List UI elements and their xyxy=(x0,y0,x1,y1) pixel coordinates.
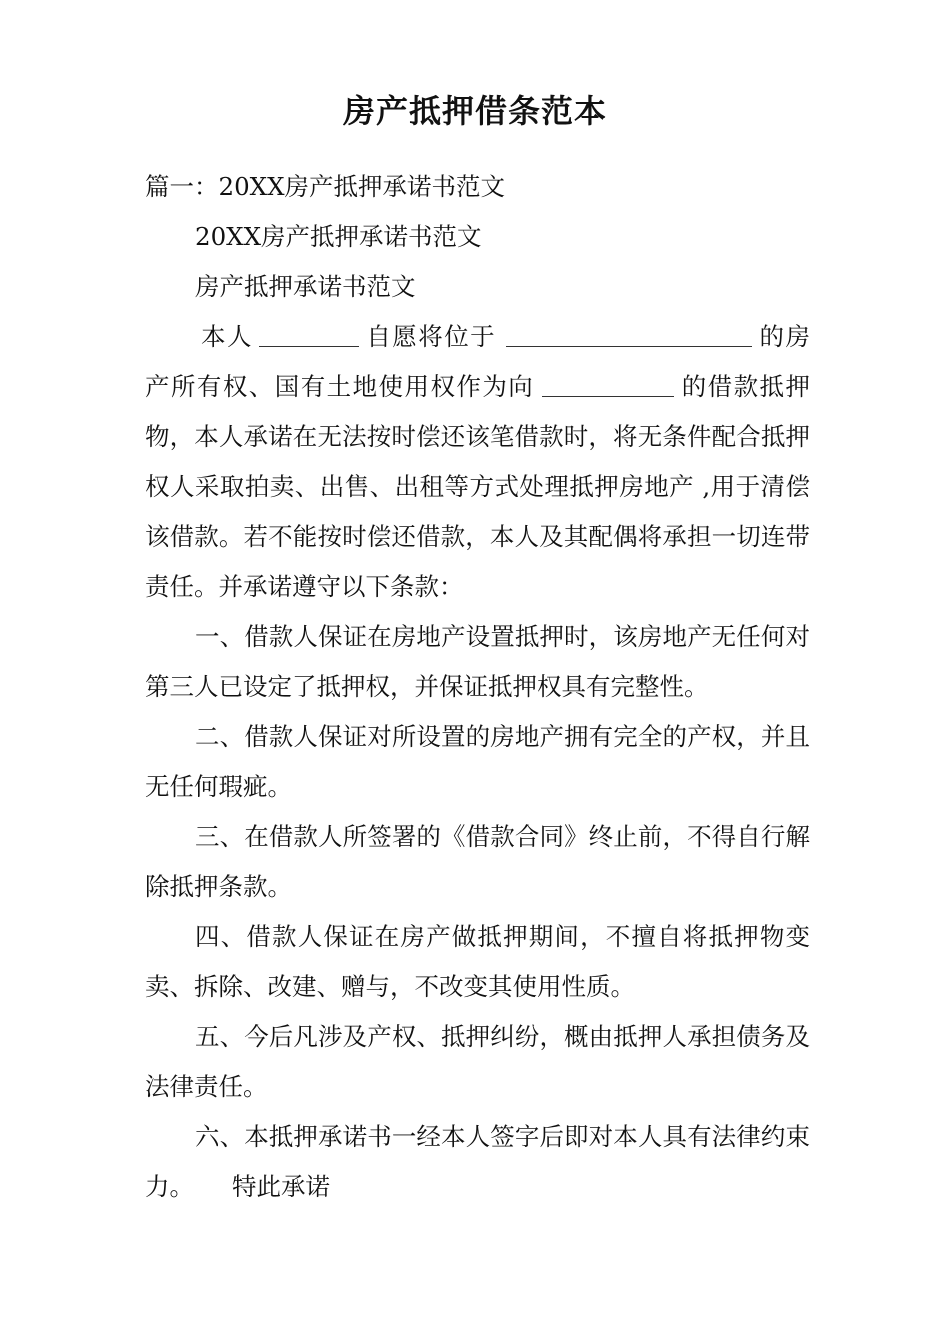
clause-6 xyxy=(145,1112,810,1212)
name-blank xyxy=(259,324,359,347)
closing-text: 特此承诺 xyxy=(232,1172,330,1201)
intro-part-4: 的借款抵押物，本人承诺在无法按时偿还该笔借款时，将无条件配合抵押权人采取拍卖、出售、出租等方式处理抵押房地产 ,用于清偿该借款。若不能按时偿还借款，本人及其配偶将承担一切连带责任。并承诺遵守以下条款： xyxy=(145,372,810,601)
intro-part-3: 的房产所有权、国有土地使用权作为向 xyxy=(145,322,811,401)
intro-part-2: 自愿将位于 xyxy=(364,322,497,351)
doc-name: 房产抵押承诺书范文 xyxy=(195,272,416,301)
lender-blank xyxy=(542,374,674,397)
location-blank xyxy=(506,324,752,347)
intro-part-1: 本人 xyxy=(201,322,253,351)
subtitle: 20XX房产抵押承诺书范文 xyxy=(195,222,482,251)
clause-1: 一、借款人保证在房地产设置抵押时，该房地产无任何对第三人已设定了抵押权，并保证抵押权具有完整性。 xyxy=(145,622,810,701)
intro-paragraph xyxy=(145,312,810,612)
clause-3: 三、在借款人所签署的《借款合同》终止前，不得自行解除抵押条款。 xyxy=(145,822,810,901)
document-body xyxy=(145,162,810,1212)
clause-2: 二、借款人保证对所设置的房地产拥有完全的产权，并且无任何瑕疵。 xyxy=(145,722,810,801)
clause-5: 五、今后凡涉及产权、抵押纠纷，概由抵押人承担债务及法律责任。 xyxy=(145,1022,810,1101)
document-title: 房产抵押借条范本 xyxy=(342,92,607,130)
clause-6-text: 六、本抵押承诺书一经本人签字后即对本人具有法律约束力。 xyxy=(145,1122,810,1201)
clause-4: 四、借款人保证在房产做抵押期间，不擅自将抵押物变卖、拆除、改建、赠与，不改变其使用性质。 xyxy=(145,922,810,1001)
section-heading: 篇一：20XX房产抵押承诺书范文 xyxy=(145,172,506,201)
